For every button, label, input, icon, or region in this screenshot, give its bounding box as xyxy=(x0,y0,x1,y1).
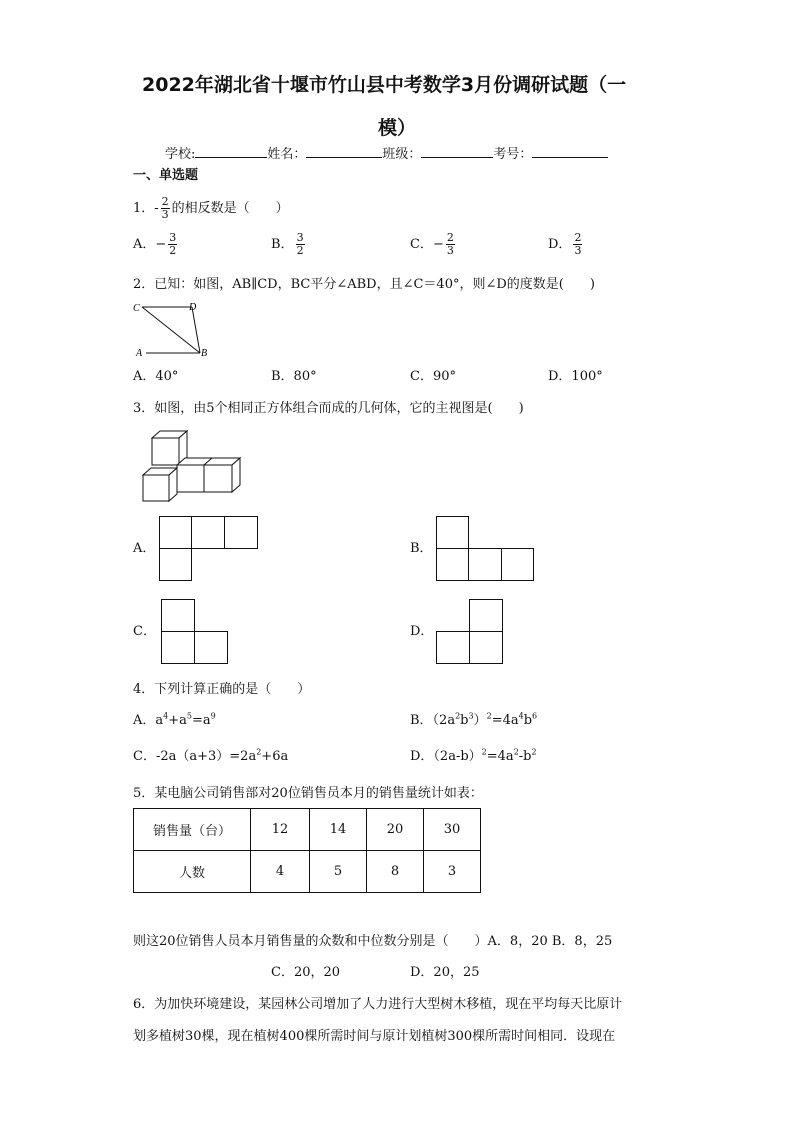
q3-option-c-figure xyxy=(161,599,229,665)
name-label: 姓名： xyxy=(267,147,307,162)
table-cell: 8 xyxy=(367,851,424,893)
label-a: A xyxy=(136,348,143,359)
id-field[interactable] xyxy=(532,145,608,158)
q3-option-c[interactable]: C． xyxy=(133,624,156,639)
q2-option-d[interactable]: D．100° xyxy=(548,369,603,384)
table-cell: 4 xyxy=(251,851,310,893)
q3-option-a-figure xyxy=(159,516,259,582)
q4-option-a[interactable]: A．$a^4+a^5=a^9$ xyxy=(133,711,216,728)
q4-option-c[interactable]: C．$-2a(a+3)=2a^2+6a$ xyxy=(133,747,289,764)
q3-option-a[interactable]: A． xyxy=(133,541,156,556)
table-cell: 30 xyxy=(424,809,481,851)
school-label: 学校: xyxy=(165,147,196,162)
q3-option-d[interactable]: D． xyxy=(410,624,434,639)
question-5: 5．某电脑公司销售部对20位销售员本月的销售量统计如表： xyxy=(133,786,483,801)
q1-option-d[interactable]: D． $\frac{2}{3}$ xyxy=(548,231,582,257)
q1-fraction xyxy=(161,196,170,221)
table-cell: 人数 xyxy=(134,851,251,893)
q1-option-c[interactable]: C．− $\frac{2}{3}$ xyxy=(410,231,454,257)
q1-prefix: 1．- xyxy=(133,201,159,216)
q1-frac-den: 3 xyxy=(161,208,169,221)
q1-option-b[interactable]: B． $\frac{3}{2}$ xyxy=(271,231,304,257)
q3-option-d-figure xyxy=(436,599,504,665)
table-row xyxy=(134,809,481,851)
sales-table xyxy=(133,808,481,893)
table-cell: 销售量（台） xyxy=(134,809,251,851)
label-c: C xyxy=(133,303,140,314)
q4-option-d[interactable]: D．$(2a-b)^2=4a^2-b^2$ xyxy=(410,747,537,764)
q5-option-d[interactable]: D．20，25 xyxy=(410,965,480,980)
page-title-cont: 模） xyxy=(378,117,417,139)
q2-option-b[interactable]: B．80° xyxy=(271,369,317,384)
q4-option-b[interactable]: B．$(2a^2b^3)^2=4a^4b^6$ xyxy=(410,711,538,728)
school-field[interactable] xyxy=(195,145,267,158)
label-d: D xyxy=(189,302,197,313)
q5-question: 则这20位销售人员本月销售量的众数和中位数分别是（ ）A．8，20 B．8，25 xyxy=(133,934,613,949)
q1-frac-num: 2 xyxy=(161,195,169,208)
table-cell: 5 xyxy=(310,851,367,893)
question-2: 2．已知：如图，AB∥CD，BC平分∠ABD，且∠C＝40°，则∠D的度数是( ) xyxy=(133,277,595,292)
q5-option-c[interactable]: C．20，20 xyxy=(271,965,341,980)
question-3: 3．如图，由5个相同正方体组合而成的几何体，它的主视图是( ) xyxy=(133,401,524,416)
q3-option-b[interactable]: B． xyxy=(410,541,433,556)
class-label: 班级： xyxy=(382,147,422,162)
table-cell: 12 xyxy=(251,809,310,851)
question-6-line1: 6．为加快环境建设，某园林公司增加了人力进行大型树木移植，现在平均每天比原计 xyxy=(133,997,623,1012)
table-row xyxy=(134,851,481,893)
q2-figure xyxy=(130,298,220,363)
name-field[interactable] xyxy=(306,145,382,158)
question-1 xyxy=(133,196,289,221)
q3-option-b-figure xyxy=(436,516,536,582)
student-info xyxy=(165,145,608,163)
table-cell: 14 xyxy=(310,809,367,851)
q1-option-a[interactable]: A．− $\frac{3}{2}$ xyxy=(133,231,177,257)
id-label: 考号： xyxy=(493,147,533,162)
question-4: 4．下列计算正确的是（ ） xyxy=(133,682,311,697)
table-cell: 3 xyxy=(424,851,481,893)
class-field[interactable] xyxy=(421,145,493,158)
table-cell: 20 xyxy=(367,809,424,851)
q3-cube-figure xyxy=(140,428,245,503)
q2-option-a[interactable]: A．40° xyxy=(133,369,179,384)
q1-suffix: 的相反数是（ ） xyxy=(171,201,289,216)
section-heading: 一、单选题 xyxy=(133,168,199,183)
q2-option-c[interactable]: C．90° xyxy=(410,369,456,384)
question-6-line2: 划多植树30棵，现在植树400棵所需时间与原计划植树300棵所需时间相同．设现在 xyxy=(133,1029,616,1044)
page-title: 2022年湖北省十堰市竹山县中考数学3月份调研试题（一 xyxy=(142,74,627,96)
label-b: B xyxy=(201,348,208,359)
